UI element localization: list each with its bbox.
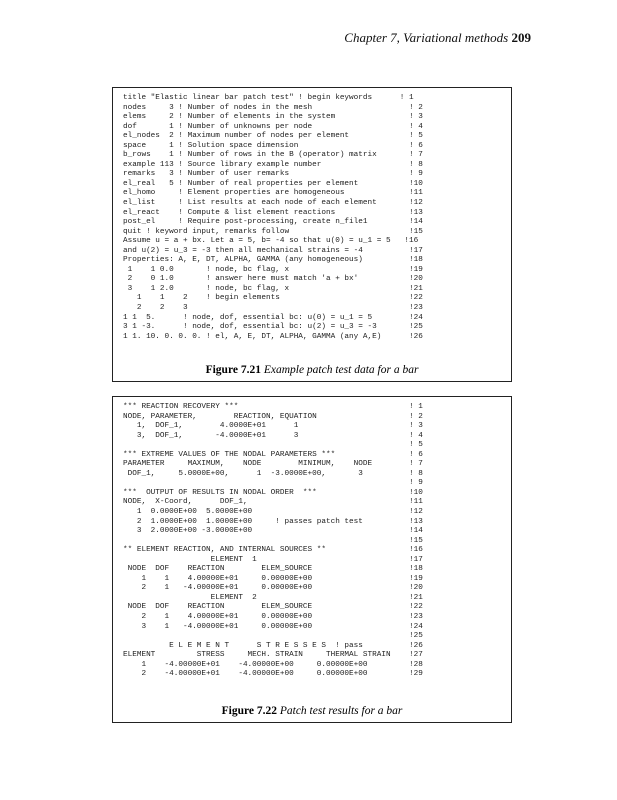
page-number: 209 [511, 30, 531, 45]
figure-caption [113, 705, 511, 717]
figure-caption [113, 364, 511, 376]
patch-test-results-listing: *** REACTION RECOVERY *** ! 1 NODE, PARAMETER, REACTION, EQUATION ! 2 1, DOF_1, 4.0000E+01 1 ! 3 3, DOF_1, -4.0000E+01 3 ! 4 ! 5 *** EXTREME VALUES OF THE NODAL PARAMETERS *** ! 6 PARAMETER MAXIMUM, NODE MINIMUM, NODE ! 7 DOF_1, 5.0000E+00, 1 -3.0000E+00, 3 ! 8 ! 9 *** OUTPUT OF RESULTS IN NODAL ORDER *** !10 NODE, X-Coord, DOF_1, !11 1 0.0000E+00 5.0000E+00 !12 2 1.0000E+00 1.0000E+00 ! passes patch test !13 3 2.0000E+00 -3.0000E+00 !14 !15 ** ELEMENT REACTION, AND INTERNAL SOURCES ** !16 ELEMENT 1 !17 NODE DOF REACTION ELEM_SOURCE !18 1 1 4.00000E+01 0.00000E+00 !19 2 1 -4.00000E+01 0.00000E+00 !20 ELEMENT 2 !21 NODE DOF REACTION ELEM_SOURCE !22 2 1 4.00000E+01 0.00000E+00 !23 3 1 -4.00000E+01 0.00000E+00 !24 !25 E L E M E N T S T R E S S E S ! pass !26 ELEMENT STRESS MECH. STRAIN THERMAL STRAIN !27 1 -4.00000E+01 -4.00000E+00 0.00000E+00 !28 2 -4.00000E+01 -4.00000E+00 0.00000E+00 !29 [123, 403, 423, 679]
caption-text: Example patch test data for a bar [263, 364, 419, 376]
caption-text: Patch test results for a bar [279, 705, 403, 717]
figure-7-22 [112, 396, 512, 723]
page-header [344, 30, 531, 46]
figure-7-21 [112, 87, 512, 382]
caption-label: Figure 7.21 [205, 364, 261, 376]
caption-label: Figure 7.22 [221, 705, 277, 717]
patch-test-input-listing: title "Elastic linear bar patch test" ! begin keywords ! 1 nodes 3 ! Number of nodes in the mesh ! 2 elems 2 ! Number of elements in the system ! 3 dof 1 ! Number of unknowns per node ! 4 el_nodes 2 ! Maximum number of nodes per element ! 5 space 1 ! Solution space dimension ! 6 b_rows 1 ! Number of rows in the B (operator) matrix ! 7 example 113 ! Source library example number ! 8 remarks 3 ! Number of user remarks ! 9 el_real 5 ! Number of real properties per element !10 el_homo ! Element properties are homogeneous !11 el_list ! List results at each node of each element !12 el_react ! Compute & list element reactions !13 post_el ! Require post-processing, create n_file1 !14 quit ! keyword input, remarks follow !15 Assume u = a + bx. Let a = 5, b= -4 so that u(0) = u_1 = 5 !16 and u(2) = u_3 = -3 then all mechanical strains = -4 !17 Properties: A, E, DT, ALPHA, GAMMA (any homogeneous) !18 1 1 0.0 ! node, bc flag, x !19 2 0 1.0 ! answer here must match 'a + bx' !20 3 1 2.0 ! node, bc flag, x !21 1 1 2 ! begin elements !22 2 2 3 !23 1 1 5. ! node, dof, essential bc: u(0) = u_1 = 5 !24 3 1 -3. ! node, dof, essential bc: u(2) = u_3 = -3 !25 1 1. 10. 0. 0. 0. ! el, A, E, DT, ALPHA, GAMMA (any A,E) !26 [123, 94, 423, 341]
chapter-title: Chapter 7, Variational methods [344, 30, 509, 45]
